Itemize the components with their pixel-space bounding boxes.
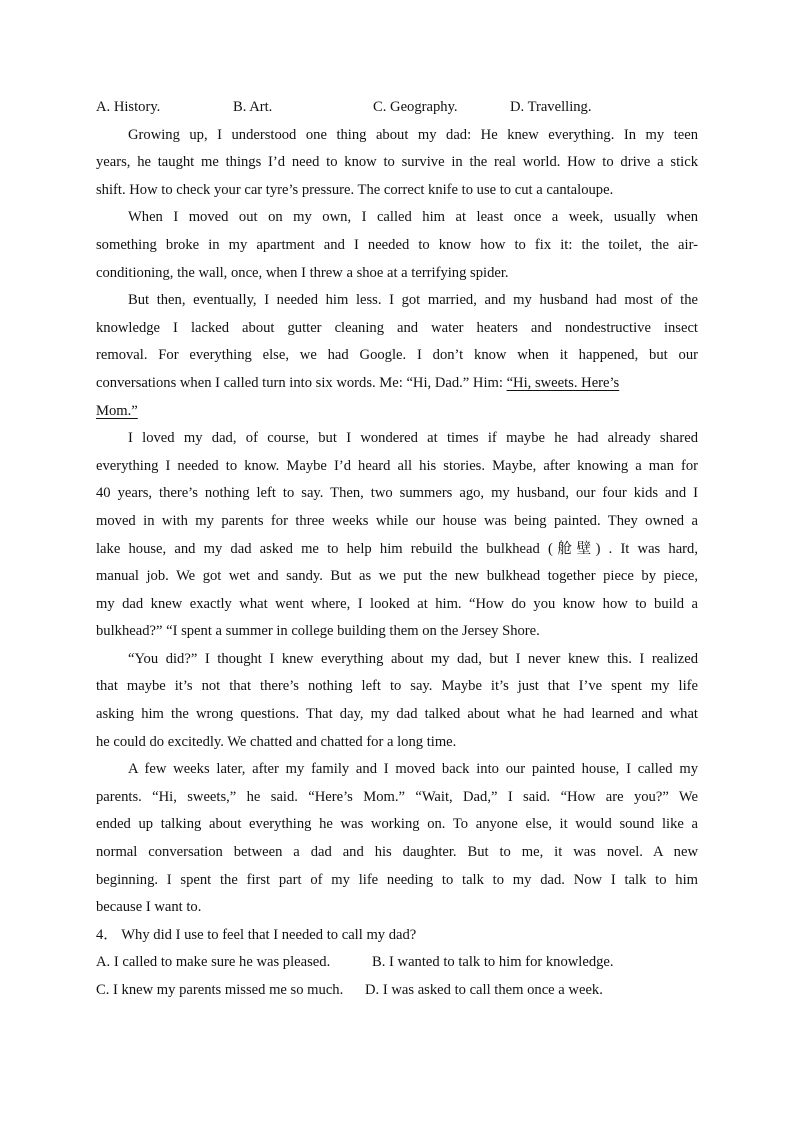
- text-line: normal conversation between a dad and his daughter. But to me, it was novel. A new: [96, 844, 698, 861]
- option-d: D. I was asked to call them once a week.: [365, 982, 603, 998]
- text-line: moved in with my parents for three weeks while our house was being painted. They owned a: [96, 512, 698, 529]
- text-line: A few weeks later, after my family and I moved back into our painted house, I called my: [128, 761, 698, 778]
- text-line: years, he taught me things I’d need to know to survive in the real world. How to drive a stick: [96, 154, 698, 171]
- document-page: [96, 94, 698, 1005]
- text-line: my dad knew exactly what went where, I looked at him. “How do you know how to build a: [96, 595, 698, 612]
- text-line: something broke in my apartment and I needed to know how to fix it: the toilet, the air-: [96, 236, 698, 253]
- text-line: bulkhead?” “I spent a summer in college building them on the Jersey Shore.: [96, 623, 540, 640]
- passage-paragraph-5: [96, 646, 698, 756]
- passage-paragraph-1: [96, 122, 698, 205]
- text-line: conditioning, the wall, once, when I threw a shoe at a terrifying spider.: [96, 264, 509, 281]
- option-c: C. I knew my parents missed me so much.: [96, 982, 344, 998]
- passage-paragraph-4: [96, 425, 698, 646]
- question4-options-row-2: [96, 977, 698, 1005]
- option-b: B. Art.: [233, 99, 273, 115]
- text-line: [96, 398, 698, 426]
- passage-paragraph-6: [96, 756, 698, 922]
- text-line: ended up talking about everything he was working on. To anyone else, it would sound like a: [96, 816, 698, 833]
- option-b: B. I wanted to talk to him for knowledge.: [372, 954, 614, 971]
- text-line: knowledge I lacked about gutter cleaning and water heaters and nondestructive insect: [96, 319, 698, 336]
- text-line: “You did?” I thought I knew everything about my dad, but I never knew this. I realized: [128, 650, 698, 667]
- text-line: he could do excitedly. We chatted and chatted for a long time.: [96, 733, 457, 750]
- text-line: parents. “Hi, sweets,” he said. “Here’s Mom.” “Wait, Dad,” I said. “How are you?” We: [96, 788, 698, 805]
- question4-options-row-1: [96, 949, 698, 977]
- text-line: Growing up, I understood one thing about my dad: He knew everything. In my teen: [128, 126, 698, 143]
- question-4: [96, 922, 698, 1005]
- text-segment: conversations when I called turn into six words. Me: “Hi, Dad.” Him:: [96, 374, 507, 391]
- text-line: But then, eventually, I needed him less. I got married, and my husband had most of the: [128, 292, 698, 309]
- option-a: A. History.: [96, 99, 161, 115]
- text-line: manual job. We got wet and sandy. But as we put the new bulkhead together piece by piece,: [96, 568, 698, 585]
- question-stem: 4． Why did I use to feel that I needed to call my dad?: [96, 926, 417, 943]
- text-line: beginning. I spent the first part of my life needing to talk to my dad. Now I talk to him: [96, 871, 698, 888]
- option-d: D. Travelling.: [510, 99, 592, 115]
- text-line: lake house, and my dad asked me to help him rebuild the bulkhead (舱壁) . It was hard,: [96, 540, 698, 557]
- passage-paragraph-2: [96, 204, 698, 287]
- text-line: asking him the wrong questions. That day, my dad talked about what he had learned and what: [96, 706, 698, 723]
- option-c: C. Geography.: [373, 99, 458, 115]
- text-line: that maybe it’s not that there’s nothing left to say. Maybe it’s just that I’ve spent my life: [96, 678, 698, 695]
- question3-options: [96, 94, 698, 122]
- passage-paragraph-3: [96, 287, 698, 425]
- text-line: removal. For everything else, we had Google. I don’t know when it happened, but our: [96, 347, 698, 364]
- text-line: everything I needed to know. Maybe I’d heard all his stories. Maybe, after knowing a man for: [96, 457, 698, 474]
- text-line: When I moved out on my own, I called him at least once a week, usually when: [128, 209, 698, 226]
- text-line: shift. How to check your car tyre’s pressure. The correct knife to use to cut a cantaloupe.: [96, 181, 614, 198]
- text-line: [96, 370, 698, 398]
- option-a: A. I called to make sure he was pleased.: [96, 954, 331, 971]
- text-line: because I want to.: [96, 899, 202, 916]
- underlined-quote: Mom.”: [96, 402, 138, 419]
- underlined-quote: “Hi, sweets. Here’s: [506, 374, 620, 391]
- text-line: I loved my dad, of course, but I wondered at times if maybe he had already shared: [128, 430, 698, 447]
- text-line: 40 years, there’s nothing left to say. Then, two summers ago, my husband, our four kids and I: [96, 485, 698, 502]
